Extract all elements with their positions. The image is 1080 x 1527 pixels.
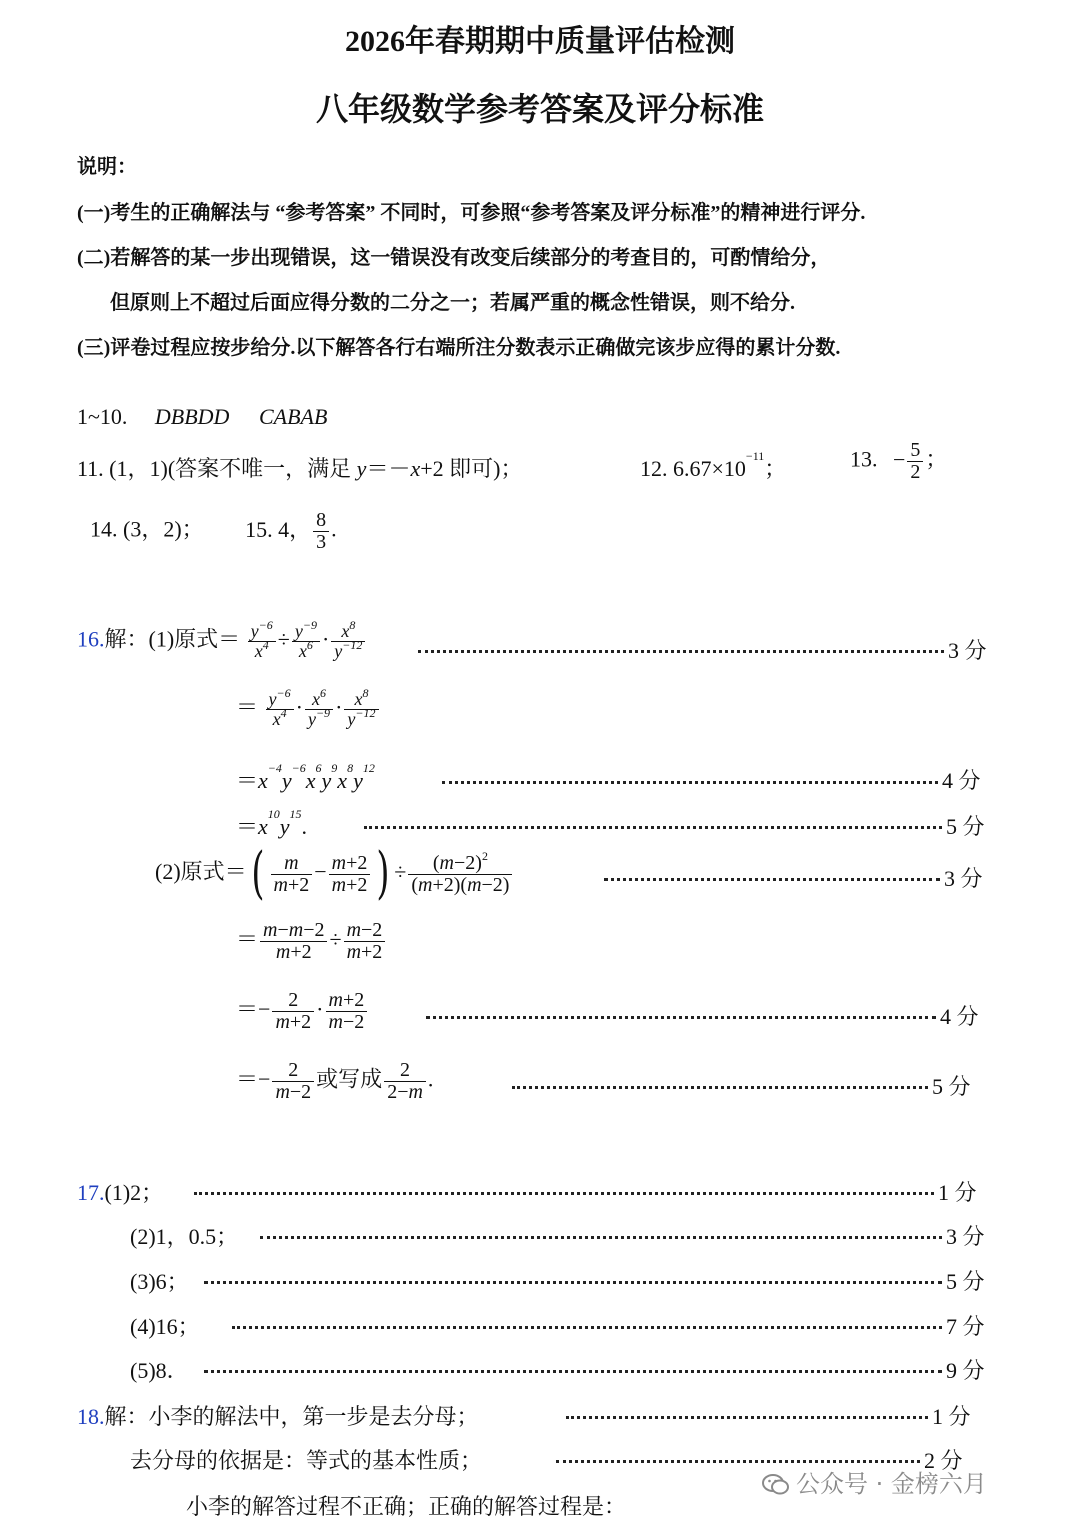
- score: 3 分: [946, 1224, 985, 1249]
- note-item-1: (一)考生的正确解法与 “参考答案” 不同时，可参照“参考答案及评分标准”的精神进行评分.: [77, 202, 866, 224]
- q17-item-3: (3)6；: [130, 1269, 189, 1294]
- answers-1-10: 1~10. DBBDD CABAB: [77, 404, 328, 429]
- question-number: 16.: [77, 626, 105, 652]
- q16-line-2: ＝ $\frac{y^{-6}}{x^4}$ · $\frac{x^6}{y^{-9}}$ · $\frac{x^8}{y^{-12}}$: [236, 690, 381, 729]
- score: 7 分: [946, 1314, 985, 1339]
- score: 4 分: [942, 768, 981, 793]
- q16-part2-line-4: ＝− $\frac{2}{m-2}$ 或写成 $\frac{2}{2-m}$ .: [236, 1059, 434, 1103]
- score-leader: [566, 1416, 928, 1419]
- score-leader: [194, 1192, 934, 1195]
- q17-item-2: (2)1，0.5；: [130, 1224, 239, 1249]
- score-leader: [426, 1016, 936, 1019]
- q18-line-3: 小李的解答过程不正确；正确的解答过程是：: [186, 1494, 627, 1519]
- score-leader: [556, 1460, 920, 1463]
- score-leader: [442, 781, 938, 784]
- score: 9 分: [946, 1358, 985, 1383]
- question-number: 17.: [77, 1180, 105, 1205]
- score: 5 分: [932, 1074, 971, 1099]
- document-title: 2026年春期期中质量评估检测: [345, 25, 735, 58]
- note-item-2-cont: 但原则上不超过后面应得分数的二分之一；若属严重的概念性错误，则不给分.: [110, 292, 795, 314]
- q18-line-1: 18.解：小李的解法中，第一步是去分母；: [77, 1404, 479, 1429]
- score-leader: [204, 1370, 942, 1373]
- answer-11: 11. (1，1)(答案不唯一，满足 y＝－x+2 即可)；: [77, 456, 523, 481]
- score-leader: [512, 1086, 928, 1089]
- score-leader: [418, 650, 944, 653]
- q16-part2-line-1: (2)原式＝( $\frac{m}{m+2}$ − $\frac{m+2}{m+2}$ ) ÷ $\frac{(m-2)^2}{(m+2)(m-2)}$: [155, 846, 514, 902]
- score: 1 分: [932, 1404, 971, 1429]
- score-leader: [204, 1281, 942, 1284]
- answer-13: 13. − $\frac{5}{2}$ ；: [850, 439, 948, 483]
- q17-item-4: (4)16；: [130, 1314, 200, 1339]
- wechat-icon: [762, 1474, 790, 1496]
- score-leader: [260, 1236, 942, 1239]
- score: 4 分: [940, 1004, 979, 1029]
- question-number: 18.: [77, 1404, 105, 1429]
- note-item-3: (三)评卷过程应按步给分.以下解答各行右端所注分数表示正确做完该步应得的累计分数.: [77, 337, 841, 359]
- document-subtitle: 八年级数学参考答案及评分标准: [315, 91, 764, 127]
- score-leader: [604, 878, 940, 881]
- score: 3 分: [944, 866, 983, 891]
- q16-part2-line-3: ＝− $\frac{2}{m+2}$ · $\frac{m+2}{m-2}$: [236, 990, 369, 1033]
- q17-item-5: (5)8．: [130, 1358, 189, 1383]
- watermark: 公众号 · 金榜六月: [762, 1464, 987, 1499]
- q16-line-1: 16.解：(1)原式＝ $\frac{y^{-6}}{x^4}$ ÷ $\frac{y^{-9}}{x^6}$ · $\frac{x^8}{y^{-12}}$: [77, 622, 367, 661]
- score: 3 分: [948, 638, 987, 663]
- answer-14-15: 14. (3，2)； 15. 4， $\frac{8}{3}$ .: [90, 509, 337, 553]
- score: 5 分: [946, 1269, 985, 1294]
- notes-heading: 说明：: [77, 156, 137, 178]
- score: 2 分: [924, 1448, 963, 1473]
- score-leader: [232, 1326, 942, 1329]
- score: 1 分: [938, 1180, 977, 1205]
- score-leader: [364, 826, 942, 829]
- q16-line-3: $=x^{-4}y^{-6}x^6y^9x^8y^{12}$: [236, 761, 375, 793]
- q16-part2-line-2: ＝ $\frac{m-m-2}{m+2}$ ÷ $\frac{m-2}{m+2}$: [236, 920, 387, 963]
- note-item-2: (二)若解答的某一步出现错误，这一错误没有改变后续部分的考查目的，可酌情给分，: [77, 247, 831, 269]
- score: 5 分: [946, 814, 985, 839]
- answer-12: 12. $6.67\times 10^{-11}$；: [640, 449, 787, 481]
- q16-line-4: $=x^{10}y^{15}$.: [236, 807, 308, 839]
- q17-item-1: 17.(1)2；: [77, 1180, 164, 1205]
- q18-line-2: 去分母的依据是：等式的基本性质；: [130, 1448, 483, 1473]
